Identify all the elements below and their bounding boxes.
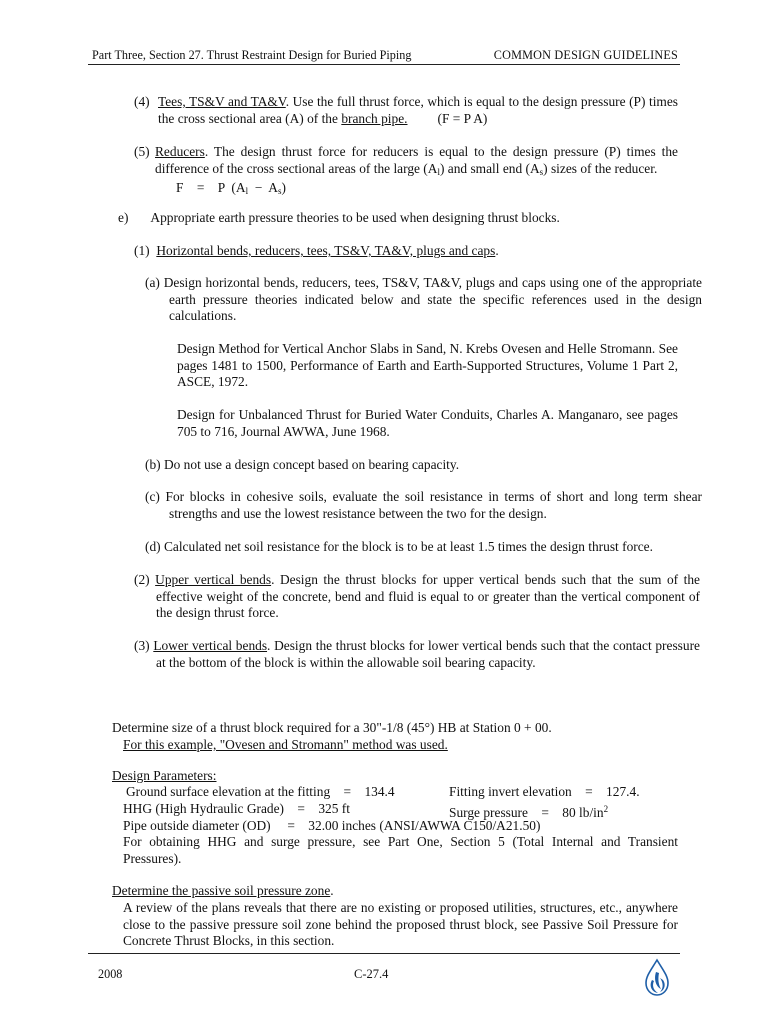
subitem-2-upper-vertical-bends: (2) Upper vertical bends. Design the thrust blocks for upper vertical bends such that the sum of the effective weight of the concrete, bend and fluid is equal to or greater than the vertical component of the design thrust force. <box>134 572 700 620</box>
item-5-sub-l: l <box>437 166 440 177</box>
param-pipe-od: Pipe outside diameter (OD) = 32.00 inches (ANSI/AWWA C150/A21.50) <box>123 818 541 833</box>
item-4-branch-pipe: branch pipe. <box>341 110 408 126</box>
footer-year: 2008 <box>98 967 123 981</box>
subitem-2-title: Upper vertical bends <box>155 572 272 587</box>
item-e <box>118 210 560 227</box>
subitem-1a: (a) Design horizontal bends, reducers, tees, TS&V, TA&V, plugs and caps using one of the appropriate earth pressure theories indicated below and state the specific references used in the design calculations. <box>145 275 702 323</box>
subitem-1-number: (1) <box>134 243 150 258</box>
subitem-3-title: Lower vertical bends <box>153 638 268 653</box>
subitem-3-lower-vertical-bends: (3) Lower vertical bends. Design the thrust blocks for lower vertical bends such that the contact pressure at the bottom of the block is within the allowable soil bearing capacity. <box>134 638 700 670</box>
item-4-text: . Use the full thrust force, which is equal to the design pressure (P) times the cross sectional area (A) of the <box>158 94 678 126</box>
item-4-formula: (F = P A) <box>437 110 488 126</box>
param-hhg: HHG (High Hydraulic Grade) = 325 ft <box>123 801 350 816</box>
subitem-1b: (b) Do not use a design concept based on bearing capacity. <box>145 457 460 472</box>
item-5-formula: F = P $(A_l - A_s)$ <box>176 180 286 196</box>
item-5-title: Reducers <box>155 144 205 159</box>
item-e-text: Appropriate earth pressure theories to be used when designing thrust blocks. <box>150 210 560 225</box>
item-5-sub-s: s <box>539 166 544 177</box>
item-4-tees <box>134 94 678 127</box>
passive-zone-text: A review of the plans reveals that there are no existing or proposed utilities, structures, etc., anywhere close to the passive pressure soil zone behind the proposed thrust block, see Passive Soil Pressure for Concrete Thrust Blocks, in this section. <box>123 900 678 948</box>
reference-manganaro: Design for Unbalanced Thrust for Buried Water Conduits, Charles A. Manganaro, see pages 705 to 716, Journal AWWA, June 1968. <box>177 407 678 439</box>
running-header-left: Part Three, Section 27. Thrust Restraint Design for Buried Piping <box>92 48 412 62</box>
footer-rule <box>88 953 680 954</box>
param-note: For obtaining HHG and surge pressure, see Part One, Section 5 (Total Internal and Transient Pressures). <box>123 834 678 866</box>
item-e-label: e) <box>118 210 129 225</box>
param-ground-elevation: Ground surface elevation at the fitting = 134.4 <box>126 784 395 799</box>
passive-zone-heading: Determine the passive soil pressure zone. <box>112 883 334 898</box>
example-method: For this example, "Ovesen and Stromann" method was used. <box>123 737 448 752</box>
example-statement: Determine size of a thrust block required for a 30"-1/8 (45°) HB at Station 0 + 00. <box>112 720 552 735</box>
param-surge-pressure: Surge pressure = 80 $lb/in^2$ <box>449 804 609 820</box>
subitem-1-title: Horizontal bends, reducers, tees, TS&V, TA&V, plugs and caps <box>156 243 496 258</box>
item-4-number: (4) <box>134 94 150 109</box>
running-header-right: COMMON DESIGN GUIDELINES <box>493 48 678 62</box>
item-5-text-c: ) sizes of the reducer. <box>543 160 658 176</box>
item-5-text-b: ) and small end (A <box>439 160 540 176</box>
item-5-number: (5) <box>134 144 150 159</box>
water-drop-logo-icon <box>640 958 674 998</box>
item-5-text-a: . The design thrust force for reducers is equal to the design pressure (P) times the difference of the cross sectional areas of the large (A <box>155 144 678 176</box>
item-5-reducers <box>134 144 678 200</box>
subitem-1d: (d) Calculated net soil resistance for the block is to be at least 1.5 times the design thrust force. <box>145 539 653 554</box>
item-4-title: Tees, TS&V and TA&V <box>158 94 286 109</box>
design-parameters-heading: Design Parameters: <box>112 768 217 783</box>
header-rule <box>88 64 680 65</box>
subitem-1c: (c) For blocks in cohesive soils, evaluate the soil resistance in terms of short and long term shear strengths and use the lowest resistance between the two for the design. <box>145 489 702 521</box>
subitem-1: (1) Horizontal bends, reducers, tees, TS&V, TA&V, plugs and caps. <box>134 243 499 258</box>
reference-ovesen-stromann: Design Method for Vertical Anchor Slabs in Sand, N. Krebs Ovesen and Helle Stromann. See pages 1481 to 1500, Performance of Earth and Earth-Supported Structures, Volume 1 Part 2, ASCE, 1972. <box>177 341 678 389</box>
footer-page-number: C-27.4 <box>354 967 389 981</box>
param-invert-elevation: Fitting invert elevation = 127.4. <box>449 784 640 799</box>
